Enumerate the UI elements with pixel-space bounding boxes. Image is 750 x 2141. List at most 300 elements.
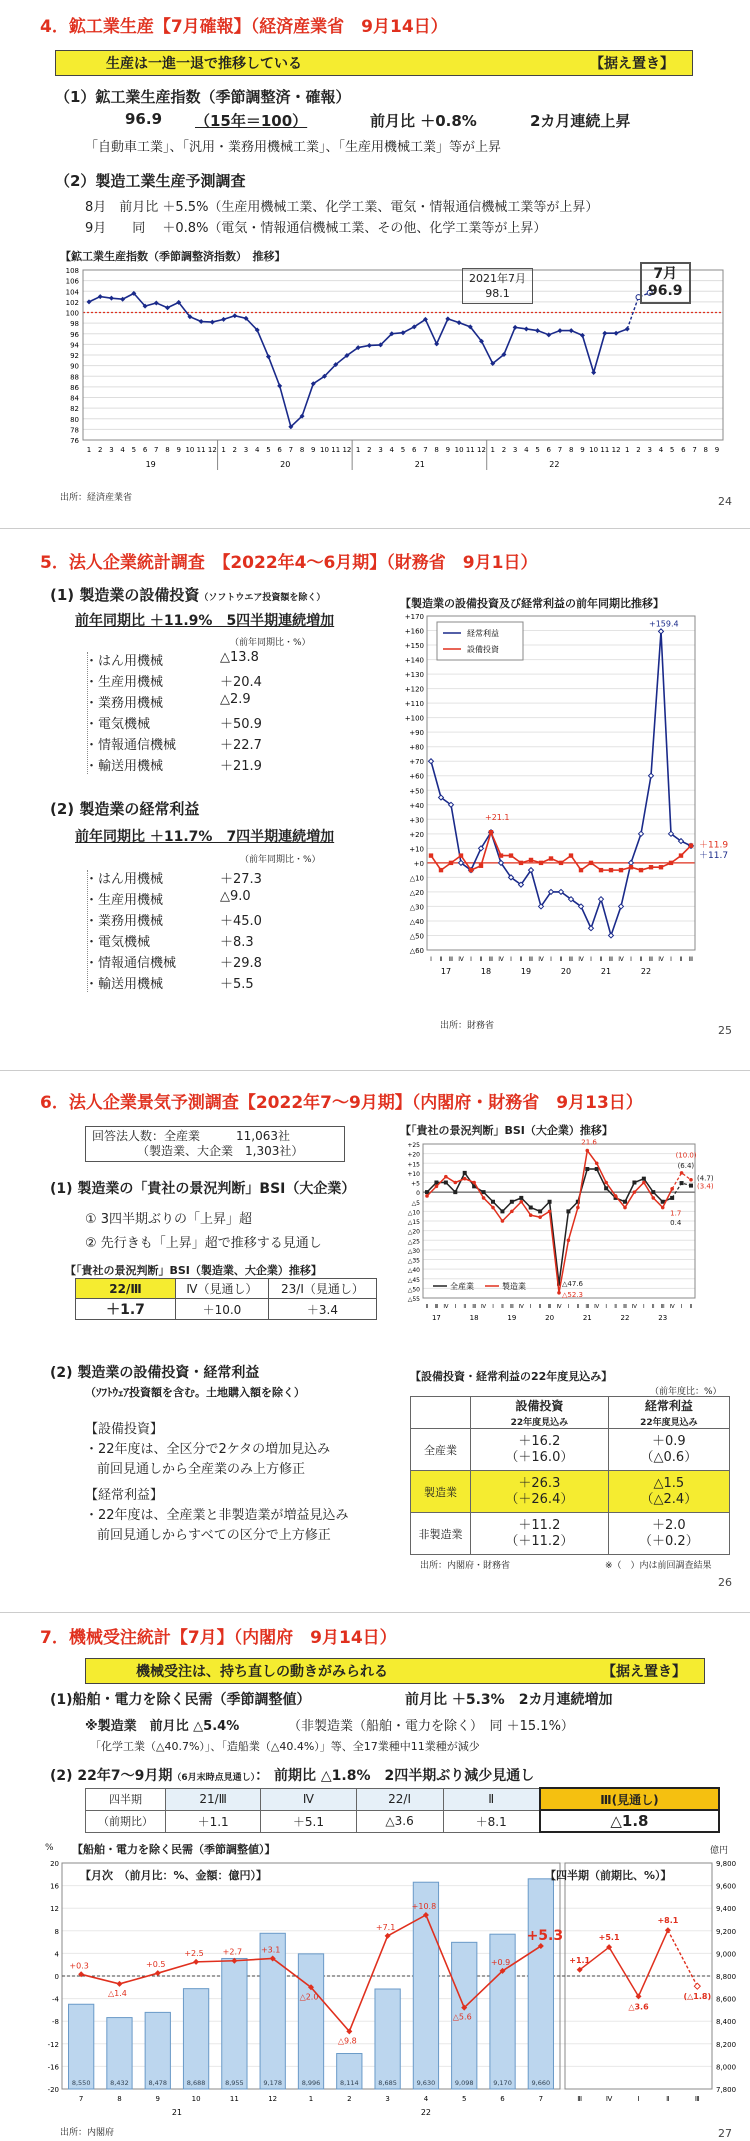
x-tick-label: Ⅰ <box>680 1304 683 1310</box>
x-tick-label: 3 <box>647 446 652 454</box>
mfg-point <box>670 1187 674 1191</box>
profit-label: 【経常利益】 <box>85 1488 164 1503</box>
x-tick-label: 3 <box>378 446 383 454</box>
unit-label-2: （前年同期比・%） <box>240 855 321 865</box>
forecast-line <box>672 1173 691 1189</box>
q-label: +1.1 <box>569 1955 591 1965</box>
capex-point <box>639 868 643 872</box>
banner-text: 機械受注は、持ち直しの動きがみられる <box>136 1664 388 1680</box>
ip-chart <box>55 262 730 477</box>
forecast-line <box>672 1183 691 1198</box>
x-tick-label: Ⅳ <box>618 956 624 963</box>
bullet: ・ <box>85 675 99 690</box>
capex-point <box>669 861 673 865</box>
data-label: (6.4) <box>677 1162 695 1171</box>
x-tick-label: 2 <box>636 446 641 454</box>
ip-point <box>165 305 170 310</box>
right-tick-label: 9,400 <box>716 1905 737 1914</box>
x-tick-label: Ⅳ <box>498 956 504 963</box>
x-tick-label: 8 <box>703 446 709 454</box>
x-tick-label: 5 <box>461 2095 467 2103</box>
q-label: +8.1 <box>657 1916 679 1926</box>
x-tick-label: 1 <box>86 446 92 454</box>
all-point <box>453 1190 457 1194</box>
bsi-point-1: ① 3四半期ぶりの「上昇」超 <box>85 1212 253 1227</box>
amount-bar <box>145 2012 170 2089</box>
col-profit-sub: 22年度見込み <box>640 1418 698 1428</box>
quarter-cell: Ⅲ(見通し) <box>540 1788 719 1810</box>
x-tick-label: Ⅳ <box>556 1304 562 1310</box>
tick-label: △10 <box>407 1209 420 1217</box>
q-tick-label: Ⅲ <box>694 2095 700 2103</box>
tick-label: +5 <box>411 1180 420 1188</box>
amount-label: 9,178 <box>263 2079 282 2087</box>
tick-label: +25 <box>407 1142 420 1149</box>
profit-point <box>609 933 614 938</box>
bullet: ・ <box>85 914 99 929</box>
industry-name: 生産用機械 <box>98 893 164 908</box>
x-tick-label: Ⅰ <box>470 956 472 963</box>
quarter-cell: 22/Ⅰ <box>356 1788 443 1810</box>
bullet: ・ <box>85 717 99 732</box>
x-tick-label: 5 <box>131 446 137 454</box>
mfg-point <box>585 1149 589 1153</box>
list-item <box>85 889 305 910</box>
x-tick-label: 6 <box>277 446 282 454</box>
forecast-sep: 9月 同 ＋0.8%（電気・情報通信機械工業、その他、化学工業等が上昇） <box>85 221 547 236</box>
tick-label: △30 <box>407 1247 420 1255</box>
industry-name: 電気機械 <box>98 935 151 950</box>
q-line <box>580 1930 668 1996</box>
section-4-title: 4．鉱工業生産【7月確報】（経済産業省 9月14日） <box>40 17 448 37</box>
profit-point <box>619 904 624 909</box>
industry-value: ＋8.3 <box>220 935 254 950</box>
section-7 <box>0 1615 750 2141</box>
year-label: 22 <box>640 967 652 976</box>
bsi-source: 出所：内閣府・財務省 <box>420 1561 511 1571</box>
mfg-point <box>538 1215 542 1219</box>
mfg-point <box>435 1185 439 1189</box>
x-tick-label: 12 <box>268 2095 278 2103</box>
tick-label: +60 <box>409 772 424 781</box>
ip-point <box>109 296 114 301</box>
mfg-point <box>595 1161 599 1165</box>
ip-point <box>210 320 215 325</box>
all-point <box>548 1200 552 1204</box>
cell-prev: （＋0.2） <box>639 1533 699 1549</box>
year-label: 18 <box>469 1314 479 1322</box>
list-item <box>85 692 305 713</box>
x-tick-label: Ⅱ <box>651 1304 655 1310</box>
ip-point <box>614 331 619 336</box>
capex-note-1: ・22年度は、全区分で2ケタの増加見込み <box>85 1442 331 1457</box>
ann2-label: 7月 <box>653 266 678 282</box>
h-capex-note: （ソフトウエア投資額を除く） <box>199 593 326 603</box>
mfg-point <box>548 1210 552 1214</box>
all-point <box>510 1200 514 1204</box>
h-quarter-note: （6月末時点見通し） <box>172 1773 256 1783</box>
x-tick-label: Ⅲ <box>688 956 694 963</box>
summary-banner <box>85 1658 705 1684</box>
year-label: 21 <box>414 460 425 469</box>
tick-label: 94 <box>70 341 79 350</box>
divider <box>0 528 750 529</box>
x-tick-label: 11 <box>331 446 341 454</box>
x-tick-label: 5 <box>535 446 540 454</box>
list-item <box>85 910 305 931</box>
x-tick-label: 6 <box>500 2095 505 2103</box>
bullet: ・ <box>85 696 99 711</box>
ip-point <box>524 326 529 331</box>
right-tick-label: 7,800 <box>716 2086 737 2094</box>
bsi-col-q4: Ⅳ（見通し） <box>176 1279 269 1299</box>
cell-b <box>608 1471 729 1513</box>
x-tick-label: 5 <box>266 446 271 454</box>
tick-label: +90 <box>409 729 424 738</box>
industry-value: ＋27.3 <box>220 872 262 887</box>
h-quarter: (2) 22年7～9月期 <box>50 1768 173 1784</box>
x-tick-label: Ⅲ <box>528 956 534 963</box>
x-tick-label: 4 <box>524 446 529 454</box>
x-tick-label: 8 <box>165 446 170 454</box>
x-tick-label: Ⅲ <box>472 1304 477 1310</box>
x-tick-label: Ⅳ <box>594 1304 600 1310</box>
tick-label: △60 <box>409 947 424 955</box>
all-point <box>500 1209 504 1213</box>
x-tick-label: 6 <box>681 446 686 454</box>
tick-label: 16 <box>50 1882 59 1891</box>
ip-point <box>591 370 596 375</box>
x-tick-label: 9 <box>155 2095 161 2103</box>
pct-label: +5.3 <box>526 1928 564 1945</box>
x-tick-label: Ⅰ <box>454 1304 457 1310</box>
x-tick-label: Ⅳ <box>443 1304 449 1310</box>
x-tick-label: Ⅱ <box>501 1304 504 1310</box>
ip-point <box>221 317 226 322</box>
tick-label: 88 <box>70 373 79 382</box>
all-point <box>632 1181 636 1185</box>
industry-name: 生産用機械 <box>98 675 164 690</box>
all-point <box>680 1181 684 1185</box>
x-tick-label: Ⅱ <box>538 1304 542 1310</box>
x-tick-label: 4 <box>658 446 664 454</box>
industry-value: ＋5.5 <box>220 977 254 992</box>
all-point <box>538 1209 542 1213</box>
profit-point <box>589 926 594 931</box>
orders-chart-title: 【船舶・電力を除く民需（季節調整値）】 <box>72 1843 276 1856</box>
orders-source: 出所：内閣府 <box>60 2128 115 2138</box>
legend <box>433 1281 526 1291</box>
tick-label: +100 <box>404 714 424 723</box>
x-tick-label: Ⅲ <box>648 956 654 963</box>
list-item <box>85 973 305 994</box>
x-tick-label: 3 <box>385 2095 390 2103</box>
year-label: 23 <box>658 1314 668 1322</box>
q-tick-label: Ⅱ <box>666 2095 670 2103</box>
mfg-point <box>614 1194 618 1198</box>
x-tick-label: Ⅱ <box>425 1304 429 1310</box>
mfg-point <box>453 1181 457 1185</box>
tick-label: 0 <box>416 1190 420 1198</box>
x-tick-label: Ⅰ <box>643 1304 645 1310</box>
forecast-table <box>410 1396 730 1555</box>
h-quarter-value: ： 前期比 △1.8% 2四半期ぶり減少見通し <box>255 1768 535 1784</box>
x-tick-label: 8 <box>434 446 439 454</box>
amount-bar <box>222 1958 247 2089</box>
mfg-point <box>519 1200 523 1204</box>
x-tick-label: Ⅰ <box>567 1304 570 1310</box>
year-label: 22 <box>620 1314 630 1322</box>
amount-label: 8,432 <box>110 2079 129 2087</box>
table-row <box>86 1788 720 1810</box>
year-label: 18 <box>480 967 492 976</box>
industry-name: 輸送用機械 <box>98 977 164 992</box>
list-bracket <box>87 870 88 992</box>
ip-point <box>98 294 103 299</box>
q-label: (△1.8) <box>683 1992 712 2002</box>
pct-label: +10.8 <box>411 1901 437 1911</box>
section-6 <box>0 1080 750 1605</box>
industry-name: 情報通信機械 <box>98 738 177 753</box>
table-row <box>86 1810 720 1832</box>
capex-point <box>519 861 523 865</box>
capex-point <box>649 865 653 869</box>
mfg-point <box>557 1291 561 1295</box>
nonmfg-mom: （非製造業（船舶・電力を除く） 同 ＋15.1%） <box>288 1719 574 1734</box>
capex-point <box>619 868 623 872</box>
year-label: 20 <box>560 967 572 976</box>
amount-label: 9,098 <box>454 2079 474 2087</box>
tick-label: △55 <box>407 1296 420 1303</box>
year-label: 20 <box>280 460 291 469</box>
list-bracket <box>87 652 88 774</box>
capex-point <box>479 864 483 868</box>
pct-label: +7.1 <box>375 1922 396 1932</box>
all-point <box>642 1177 646 1181</box>
capex-point <box>629 865 633 869</box>
tick-label: 92 <box>70 352 79 360</box>
right-tick-label: 9,600 <box>716 1882 737 1891</box>
cell-a <box>471 1429 609 1471</box>
x-tick-label: 1 <box>308 2095 314 2103</box>
tick-label: +150 <box>404 642 424 651</box>
data-label: △52.3 <box>562 1290 583 1299</box>
capex-list <box>85 650 305 776</box>
x-tick-label: 10 <box>320 446 329 454</box>
ip-line <box>89 293 627 426</box>
col-capex-label: 設備投資 <box>515 1399 564 1413</box>
ip-point <box>558 328 563 333</box>
tick-label: -4 <box>52 1995 59 2004</box>
tick-label: △40 <box>407 1267 420 1275</box>
tick-label: 80 <box>70 415 79 424</box>
x-tick-label: 7 <box>288 446 294 454</box>
industry-value: ＋45.0 <box>220 914 262 929</box>
x-tick-label: 6 <box>142 446 148 454</box>
bsi-val-q4: ＋10.0 <box>176 1299 269 1320</box>
x-tick-label: Ⅰ <box>492 1304 494 1310</box>
x-tick-label: Ⅳ <box>518 1304 524 1310</box>
cell-value: ＋26.3 <box>518 1475 561 1491</box>
x-tick-label: Ⅱ <box>576 1304 580 1310</box>
tick-label: -16 <box>47 2063 59 2072</box>
unit-label: （前年同期比・%） <box>230 638 311 648</box>
heading-forecast: （2）製造工業生産予測調査 <box>55 172 246 190</box>
x-tick-label: Ⅲ <box>488 956 494 963</box>
x-tick-label: 7 <box>538 2095 544 2103</box>
cell-value: ＋0.9 <box>652 1433 686 1449</box>
heading-ip: （1）鉱工業生産指数（季節調整済・確報） <box>55 88 351 106</box>
pct-label: +0.9 <box>490 1957 511 1967</box>
data-label: +21.1 <box>485 813 510 823</box>
divider <box>0 1070 750 1071</box>
bullet: ・ <box>85 872 99 887</box>
list-item <box>85 671 305 692</box>
x-tick-label: 11 <box>465 446 475 454</box>
mfg-point <box>529 1213 533 1217</box>
all-point <box>689 1184 693 1188</box>
row-label: 非製造業 <box>411 1513 471 1555</box>
section-5 <box>0 540 750 1050</box>
tick-label: +50 <box>409 787 424 796</box>
heading-bsi: (1) 製造業の「貴社の景況判断」BSI（大企業） <box>50 1181 356 1197</box>
mfg-point <box>501 1219 505 1223</box>
ip-point <box>445 316 450 321</box>
ip-point <box>87 299 92 304</box>
list-item <box>85 650 305 671</box>
quarter-cell: △1.8 <box>540 1810 719 1832</box>
col-capex <box>471 1397 609 1429</box>
quarter-cell: （前期比） <box>86 1810 166 1832</box>
ip-chart-title: 【鉱工業生産指数（季節調整済指数） 推移】 <box>60 250 286 263</box>
mfg-point <box>463 1177 467 1181</box>
right-tick-label: 9,800 <box>716 1860 737 1868</box>
tick-label: +110 <box>404 700 424 709</box>
ip-point <box>602 331 607 336</box>
ip-point <box>546 332 551 337</box>
bullet: ・ <box>85 935 99 950</box>
industry-value: ＋20.4 <box>220 675 262 690</box>
q-forecast-point <box>694 1983 700 1989</box>
table-row <box>411 1513 730 1555</box>
q-forecast-line <box>668 1930 697 1986</box>
x-tick-label: 7 <box>692 446 697 454</box>
all-point <box>585 1167 589 1171</box>
tick-label: △20 <box>409 888 424 897</box>
right-unit: 億円 <box>710 1846 729 1856</box>
mfg-point <box>472 1181 476 1185</box>
corp-source: 出所：財務省 <box>440 1021 495 1031</box>
tick-label: 4 <box>54 1950 59 1959</box>
all-point <box>519 1196 523 1200</box>
q-tick-label: Ⅲ <box>577 2095 583 2103</box>
profit-point <box>649 773 654 778</box>
bsi-val-q3: ＋1.7 <box>76 1299 176 1320</box>
ip-point <box>232 313 237 318</box>
section-7-title: 7．機械受注統計【7月】（内閣府 9月14日） <box>40 1628 397 1648</box>
list-item <box>85 734 305 755</box>
x-tick-label: 4 <box>120 446 125 454</box>
profit-point <box>599 897 604 902</box>
amount-label: 8,550 <box>71 2079 91 2087</box>
tick-label: △15 <box>407 1219 420 1226</box>
respondents: 回答法人数：全産業 11,063社 <box>92 1129 290 1143</box>
tick-label: △20 <box>407 1228 420 1236</box>
x-tick-label: Ⅲ <box>623 1304 627 1310</box>
capex-point <box>499 853 503 857</box>
table-row <box>411 1429 730 1471</box>
tick-label: +20 <box>407 1151 420 1159</box>
industry-note: 「化学工業（△40.7%）」、「造船業（△40.4%）」等、全17業種中11業種が減少 <box>90 1740 480 1753</box>
industry-name: はん用機械 <box>98 872 164 887</box>
capex-point <box>559 861 563 865</box>
right-tick-label: 8,800 <box>716 1973 737 1981</box>
respondent-box <box>85 1126 345 1162</box>
banner-text: 生産は一進一退で推移している <box>106 56 302 72</box>
amount-bar <box>298 1954 323 2089</box>
x-tick-label: 7 <box>557 446 563 454</box>
tick-label: +30 <box>409 816 424 825</box>
all-point <box>491 1200 495 1204</box>
x-tick-label: 2 <box>501 446 507 454</box>
heading-capex-profit: (2) 製造業の設備投資・経常利益 <box>50 1365 260 1381</box>
year-label: 17 <box>440 967 452 976</box>
ip-source: 出所：経済産業省 <box>60 493 133 503</box>
x-tick-label: Ⅳ <box>578 956 584 963</box>
tick-label: 104 <box>65 288 79 297</box>
x-tick-label: 8 <box>117 2095 122 2103</box>
x-tick-label: 4 <box>254 446 260 454</box>
mfg-point <box>491 1206 495 1210</box>
all-point <box>623 1200 627 1204</box>
quarterly-label: 【四半期（前期比、%）】 <box>545 1869 672 1882</box>
x-tick-label: Ⅳ <box>631 1304 637 1310</box>
industry-value: ＋50.9 <box>220 717 262 732</box>
ann-label: 2021年7月 <box>469 272 526 285</box>
list-item <box>85 952 305 973</box>
x-tick-label: Ⅳ <box>669 1304 675 1310</box>
q-tick-label: Ⅰ <box>637 2095 640 2103</box>
ip-note: 「自動車工業」、「汎用・業務用機械工業」、「生産用機械工業」等が上昇 <box>85 140 502 155</box>
tick-label: 8 <box>54 1927 59 1936</box>
tick-label: △50 <box>407 1286 420 1294</box>
heading-capex <box>50 584 325 605</box>
monthly-label: 【月次 （前月比：%、金額：億円）】 <box>80 1869 268 1882</box>
profit-note-1: ・22年度は、全産業と非製造業が増益見込み <box>85 1508 349 1523</box>
all-point <box>566 1209 570 1213</box>
cell-prev: （＋26.4） <box>505 1491 574 1507</box>
cell-prev: （△0.6） <box>640 1449 698 1465</box>
capex-point <box>529 858 533 862</box>
capex-kpi: 前年同期比 ＋11.9% 5四半期連続増加 <box>75 613 335 629</box>
amount-bar <box>69 2004 94 2089</box>
industry-name: 電気機械 <box>98 717 151 732</box>
corner <box>411 1397 471 1429</box>
tick-label: 86 <box>70 383 79 392</box>
respondents-mfg: （製造業、大企業 1,303社） <box>137 1144 304 1158</box>
x-tick-label: 10 <box>191 2095 201 2103</box>
capex-point <box>589 861 593 865</box>
corp-chart <box>395 610 745 1010</box>
data-label: (10.0) <box>675 1151 697 1160</box>
industry-value: ＋29.8 <box>220 956 262 971</box>
quarter-cell: 21/Ⅲ <box>166 1788 261 1810</box>
pct-label: △2.0 <box>299 1992 319 2002</box>
summary-banner <box>55 50 693 76</box>
mfg-point <box>444 1175 448 1179</box>
pct-label: +3.1 <box>260 1945 281 1955</box>
ann-value: 98.1 <box>485 287 510 300</box>
